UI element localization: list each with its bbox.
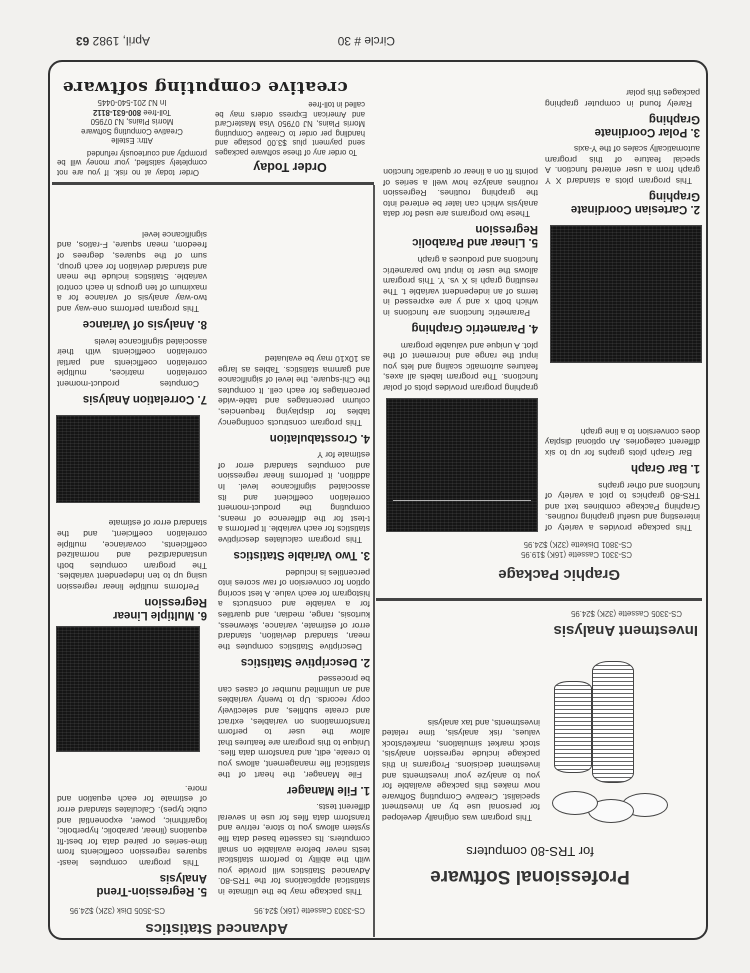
cartesian-graph-screenshot (550, 225, 702, 363)
graphic-price-cassette: CS-3301 Cassette (16K) $19.95 (521, 550, 632, 559)
item-text: Rarely found in computer graphing packages this polar (545, 88, 700, 109)
item-heading: 4. Crosstabulation (269, 431, 370, 444)
item-text: Bar Graph plots graphs for up to six different categories. An optional display does conversion to a line graph (545, 426, 700, 459)
item-text: This program plots a standard X Y graph from a user entered function. A special feature of this program automatically scales of the Y-axis (545, 144, 700, 186)
correlation-screenshot (56, 415, 200, 503)
item-heading: 1. File Manager (286, 783, 370, 796)
page-header (76, 34, 150, 48)
item-heading: 3. Polar Coordinate Graphing (594, 112, 700, 138)
item-text: This program performs one-way and two-way analysis of variance for a maximum of ten groups in each control variable. Statistics include the mean and standard deviation for each group, sum of the squares, degrees of freedom, mean square, F-ratios, and significance level (57, 229, 207, 315)
graphic-intro: This package provides a variety of interesting and useful graphing routines. Graphing Package combines text and TRS-80 graphics to plot a variety of functions and other graphs (545, 480, 700, 533)
section-divider (376, 598, 702, 601)
stats-col-2a (57, 783, 207, 897)
column-divider (373, 185, 375, 937)
issue-date: April, 1982 (92, 34, 150, 48)
item-text: This program computes least-squares regression coefficients from time-series or paired data for best-fit equations (linear, parabolic, hyperbolic, logarithmic, power, exponential and cubic types). Calculates standard error of estimate for each equation and more. (57, 783, 207, 868)
item-heading: 1. Bar Graph (630, 462, 700, 475)
regression-trend-screenshot (56, 626, 200, 752)
stats-heading: Advanced Statistics (145, 920, 288, 937)
investment-heading: Investment Analysis (553, 622, 698, 639)
circle-number: Circle # 30 (337, 34, 395, 48)
item-text: Parametric functions are functions in which both x and y are expressed in terms of an independent variable t. The resulting graph is X vs. Y. This program allows the user to input two parametric functions and produces a graph (383, 255, 538, 319)
tollfree-number: Toll-free 800-631-8112 (92, 108, 172, 117)
order-heading: Order Today (253, 160, 327, 174)
item-text: Performs multiple linear regression using up to ten independent variables. The program computes both unstandardized and normalized coefficients, covariance, multiple correlation coefficient, and the standard error of estimate (57, 518, 207, 592)
item-heading: 7. Correlation Analysis (82, 393, 207, 405)
address-line-1: Creative Computing Software (81, 127, 183, 136)
order-divider (52, 182, 374, 185)
coins-illustration (550, 653, 670, 823)
creative-computing-logo: creative computing software (62, 77, 348, 97)
graphic-col-1b (545, 87, 700, 221)
item-text: This program calculates descriptive statistics for each variable. It performs a t-test for the difference of means, computing the product-moment correlation coefficient and its associated significance level. In addition, it performs linear regression and computes standard error of estimate for Y (218, 450, 370, 545)
order-instructions: To order any of these software packages send payment plus $3.00 postage and handling per order to Creative Computing Morris Plains, NJ 07950 Visa MasterCard and American Express orders may be called in toll-free (215, 100, 365, 157)
graphic-heading: Graphic Package (498, 566, 620, 583)
attn: Attn: Estelle (111, 136, 153, 146)
guarantee-text: Order today at no risk. If you are not completely satisfied, your money will be promptly and courteously refunded (57, 149, 207, 177)
item-text: Descriptive Statistics computes the mean, standard deviation, standard error of estimate, variance, skewness, kurtosis, range, median, and quartiles for a variable and constructs a histogram for each value. A test scoring option for conversion of raw scores into percentiles is included (218, 567, 370, 652)
page-number: 63 (75, 34, 90, 48)
item-text: These two programs are used for data analysis which can later be entered into the graphing routines. Regression routines analyze how well a series of points fit on a linear or quadratic function (383, 167, 538, 220)
item-heading: 3. Two Variable Statistics (233, 548, 370, 561)
item-text: graphing program provides plots of polar functions. The program labels all axes, features automatic scaling and lets you input the range and increment of the plot. A unique and valuable program (383, 340, 538, 393)
stats-price-disk: CS-3505 Disk (32K) $24.95 (69, 906, 165, 915)
item-heading: 5. Linear and Parabolic Regression (412, 223, 538, 249)
address-line-2: Morris Plains, NJ 07950 (90, 117, 174, 127)
order-left (215, 100, 365, 179)
subtitle: for TRS-80 computers (466, 844, 594, 859)
item-heading: 2. Cartesian Coordinate Graphing (570, 190, 700, 215)
item-text: File Manager, the heart of the statistical file management, allows you to create, edit, and transform data files. Unique to this program are features that allow the user to perform transformations on variables, extract and create subfiles, and selectively copy records. Up to twenty variables and an unlimited number of cases can be processed (218, 674, 370, 780)
investment-intro: This program was originally developed for personal use by an investment specialist. Creative Computing Software now makes this package available for you to analyze your investments and investment decisions. Programs in this package include regression analysis, stock market simulations, market/stock values, risk analysis, time related investments, and tax analysis (382, 717, 540, 823)
ad-title (400, 844, 660, 887)
item-heading: 6. Multiple Linear Regression (113, 596, 207, 621)
stats-col-1 (218, 353, 370, 897)
item-heading: 8. Analysis of Variance (82, 318, 207, 331)
order-right (57, 98, 207, 177)
graphic-col-2 (383, 167, 538, 394)
nj-number: In NJ 201-540-0445 (97, 98, 167, 108)
stats-col-2b (57, 518, 207, 621)
item-text: Computes product-moment correlation matrices, multiple correlation coefficients and partial correlation coefficients with their associated significance levels (57, 336, 207, 389)
item-text: This program constructs contingency tables for displaying frequencies, column percentages and table-wide percentages for each cell. It computes the Chi-square, the level of significance and gamma statistics. Tables as large as 10x10 may be evaluated (218, 354, 370, 428)
stats-col-2c (57, 229, 207, 411)
stats-price-cassette: CS-3303 Cassette (16K) $24.95 (254, 906, 365, 915)
item-heading: 5. Regression-Trend Analysis (96, 872, 207, 897)
investment-price: CS-3305 Cassette (32K) $24.95 (571, 609, 682, 618)
graphic-price-diskette: CS-3801 Diskette (32K) $24.95 (523, 540, 632, 549)
graphic-prices (521, 539, 632, 559)
item-heading: 4. Parametric Graphing (411, 322, 538, 335)
main-title: Professional Software (430, 866, 630, 887)
graphic-col-1 (545, 426, 700, 533)
bar-graph-screenshot (386, 398, 538, 532)
item-heading: 2. Descriptive Statistics (240, 655, 370, 668)
stats-intro: This package may be the ultimate in statistical applications for the TRS-80. Advanced Statistics will provide you with the ability to perform statistical tests never before available on small computers. Its cassette based data file system allows you to store, retrive and transform data files for use in several different tests. (218, 802, 370, 897)
